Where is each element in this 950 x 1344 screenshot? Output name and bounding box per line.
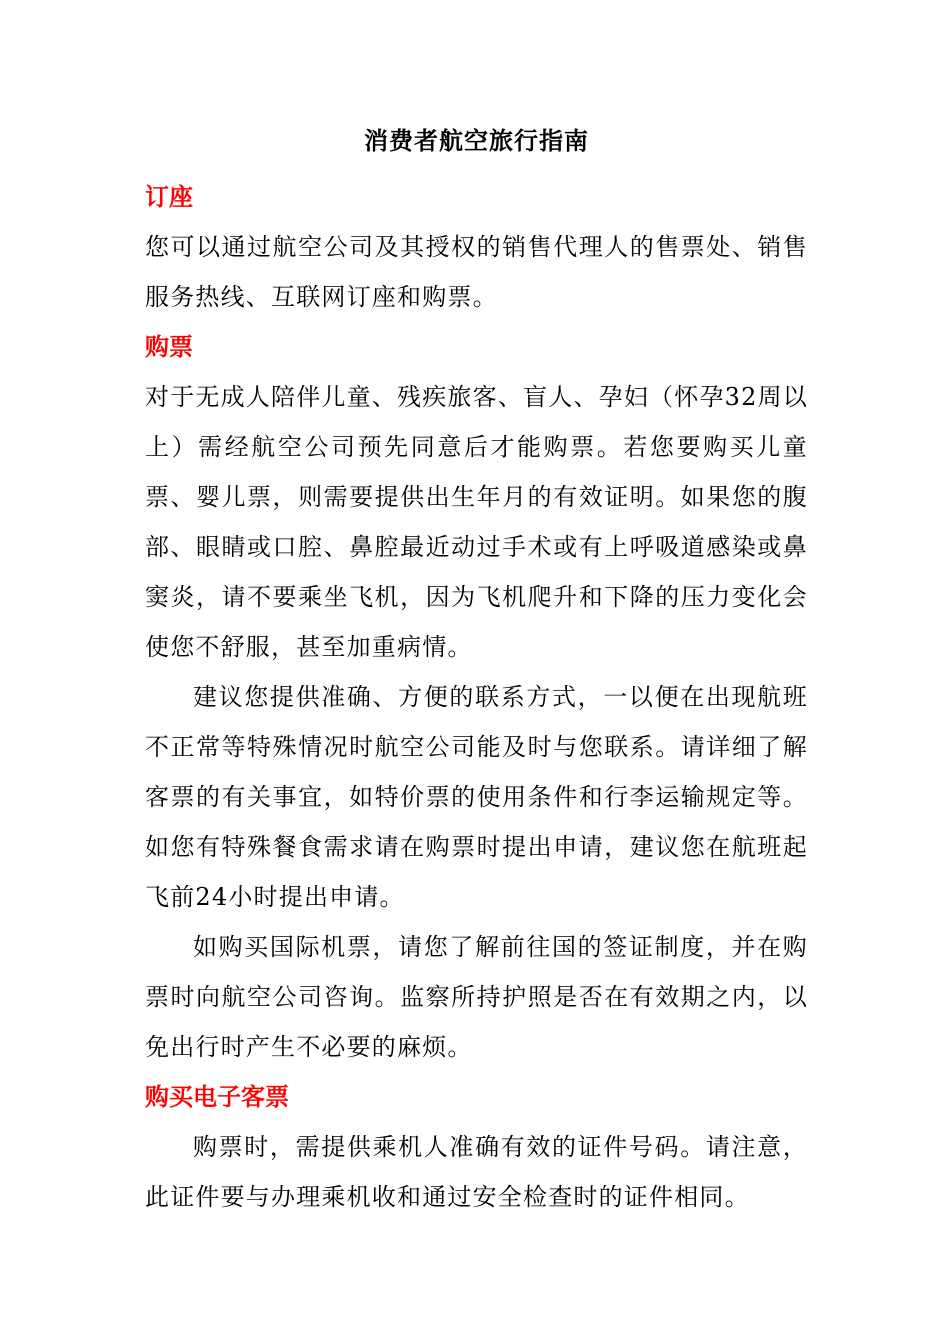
- section-heading-e-ticket: 购买电子客票: [145, 1083, 289, 1111]
- ticket-purchase-paragraph-2: 建议您提供准确、方便的联系方式，一以便在出现航班不正常等特殊情况时航空公司能及时与您联系。请详细了解客票的有关事宜，如特价票的使用条件和行李运输规定等。如您有特殊餐食需求请在购票时提出申请，建议您在航班起飞前24小时提出申请。: [145, 683, 808, 911]
- section-heading-ticket-purchase: 购票: [145, 333, 193, 361]
- section-e-ticket: [145, 1072, 808, 1222]
- e-ticket-paragraph-1: 购票时，需提供乘机人准确有效的证件号码。请注意，此证件要与办理乘机收和通过安全检查时的证件相同。: [145, 1133, 808, 1211]
- section-ticket-purchase: [145, 322, 808, 1072]
- section-booking: [145, 172, 808, 322]
- document-title: 消费者航空旅行指南: [364, 127, 589, 155]
- section-heading-booking: 订座: [145, 183, 193, 211]
- booking-paragraph-1: 您可以通过航空公司及其授权的销售代理人的售票处、销售服务热线、互联网订座和购票。: [145, 233, 808, 311]
- ticket-purchase-paragraph-1: 对于无成人陪伴儿童、残疾旅客、盲人、孕妇（怀孕32周以上）需经航空公司预先同意后才能购票。若您要购买儿童票、婴儿票，则需要提供出生年月的有效证明。如果您的腹部、眼睛或口腔、鼻腔最近动过手术或有上呼吸道感染或鼻窦炎，请不要乘坐飞机，因为飞机爬升和下降的压力变化会使您不舒服，甚至加重病情。: [145, 383, 808, 661]
- ticket-purchase-paragraph-3: 如购买国际机票，请您了解前往国的签证制度，并在购票时向航空公司咨询。监察所持护照是否在有效期之内，以免出行时产生不必要的麻烦。: [145, 933, 808, 1061]
